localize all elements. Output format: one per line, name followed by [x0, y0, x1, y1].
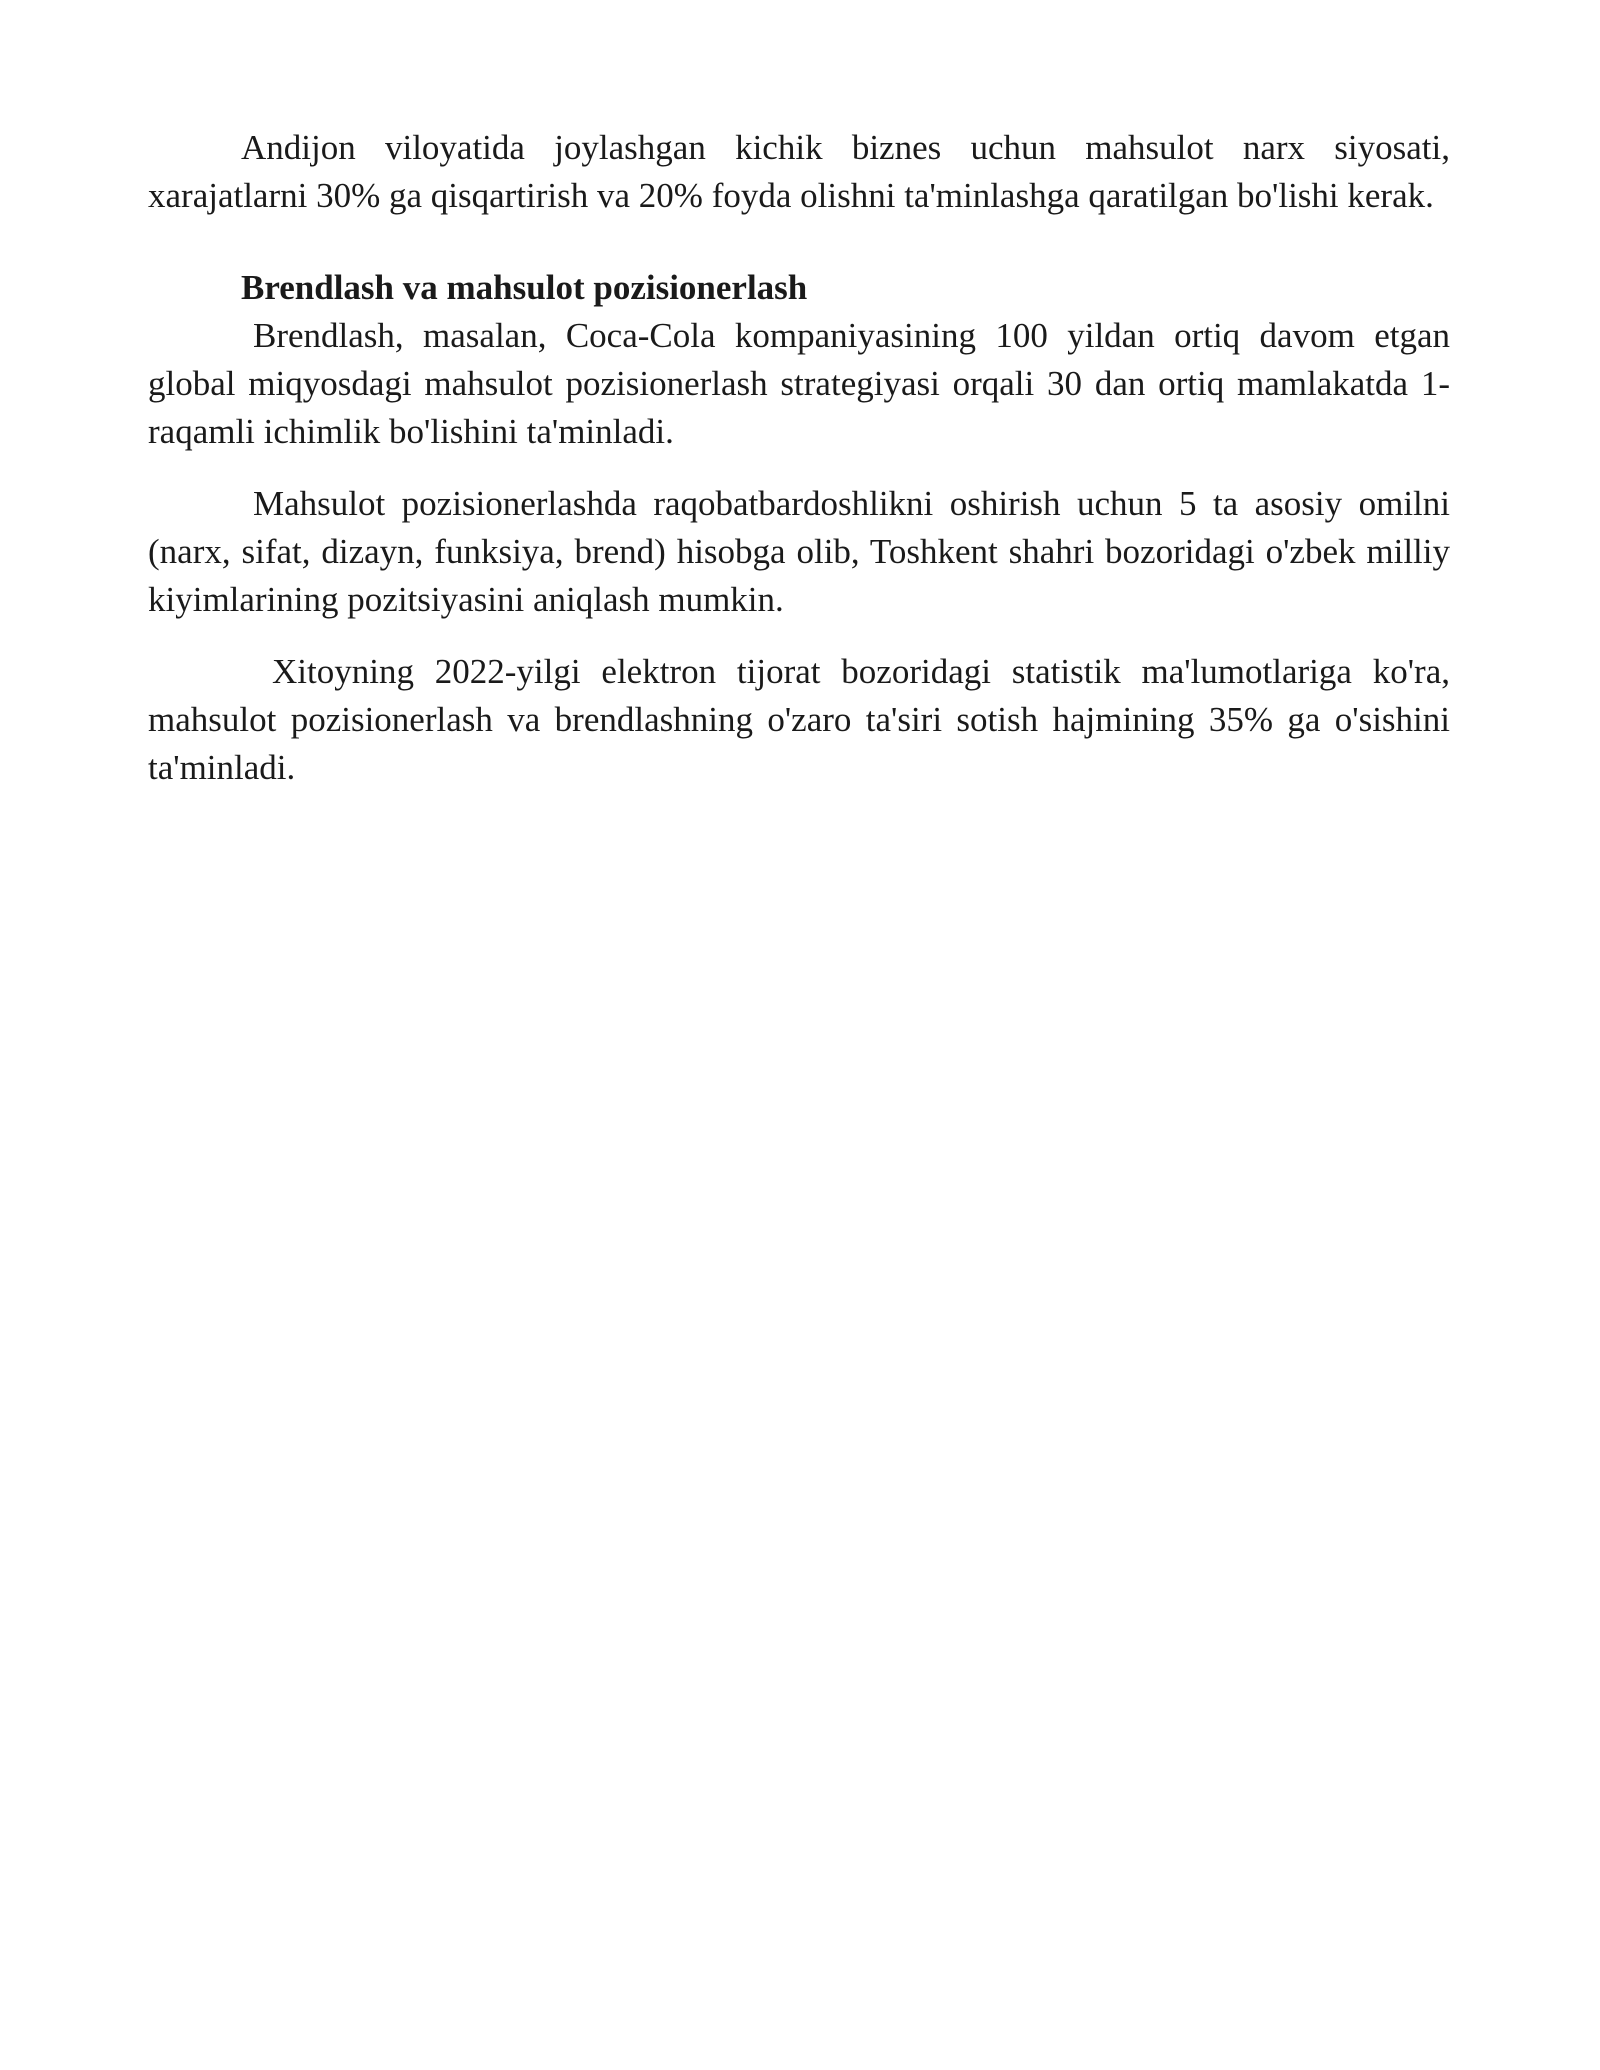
paragraph-coca-cola-branding: Brendlash, masalan, Coca-Cola kompaniyasining 100 yildan ortiq davom etgan global miqyosdagi mahsulot pozisionerlash strategiyasi orqali 30 dan ortiq mamlakatda 1-raqamli ichimlik bo'lishini ta'minladi.	[148, 316, 1450, 451]
paragraph-china-ecommerce: Xitoyning 2022-yilgi elektron tijorat bozoridagi statistik ma'lumotlariga ko'ra, mahsulot pozisionerlash va brendlashning o'zaro ta'siri sotish hajmining 35% ga o'sishini ta'minladi.	[148, 652, 1450, 787]
document-body	[148, 124, 1450, 792]
paragraph-pricing-policy: Andijon viloyatida joylashgan kichik biznes uchun mahsulot narx siyosati, xarajatlarni 30% ga qisqartirish va 20% foyda olishni ta'minlashga qaratilgan bo'lishi kerak.	[148, 128, 1450, 215]
section-heading: Brendlash va mahsulot pozisionerlash	[241, 268, 808, 307]
paragraph-competitiveness-factors: Mahsulot pozisionerlashda raqobatbardoshlikni oshirish uchun 5 ta asosiy omilni (narx, sifat, dizayn, funksiya, brend) hisobga olib, Toshkent shahri bozoridagi o'zbek milliy kiyimlarining pozitsiyasini aniqlash mumkin.	[148, 484, 1450, 619]
